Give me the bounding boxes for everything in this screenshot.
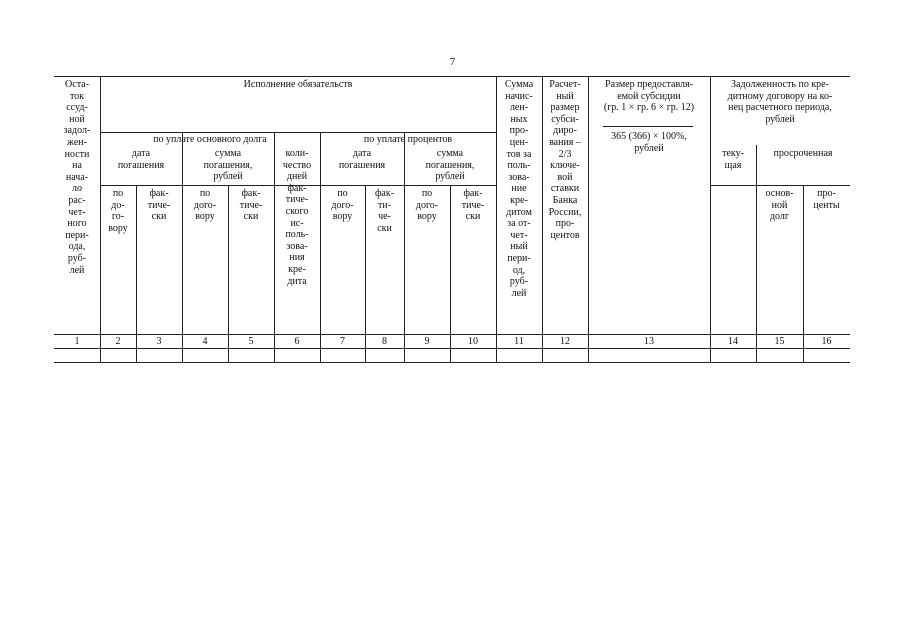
- column-number: 2: [115, 336, 121, 347]
- overdue-interest-header: про- центы: [813, 188, 840, 211]
- principal-sum-header: сумма погашения, рублей: [203, 148, 253, 183]
- col4-header: по дого- вору: [193, 188, 217, 223]
- interest-sum-header: сумма погашения, рублей: [425, 148, 475, 183]
- column-number: 9: [424, 336, 430, 347]
- col5-header: фак- тиче- ски: [239, 188, 263, 223]
- col13-numerator: Размер предоставля- емой субсидии (гр. 1 × гр. 6 × гр. 12): [603, 79, 695, 114]
- debt-header: Задолженность по кре- дитному договору на ко- нец расчетного периода, рублей: [727, 79, 833, 125]
- interest-date-header: дата погашения: [338, 148, 386, 171]
- current-debt-header: теку- щая: [722, 148, 744, 171]
- page-number: 7: [449, 56, 456, 68]
- column-number: 13: [644, 336, 654, 347]
- col12-header: Расчет- ный размер субси- диро- вания – 2/3 ключе- вой ставки Банка России, про- центов: [548, 79, 582, 241]
- days-count-header: коли- чество дней фак- тиче- ского ис- поль- зова- ния кре- дита: [282, 148, 312, 287]
- interest-header: по уплате процентов: [363, 134, 453, 145]
- principal-date-header: дата погашения: [117, 148, 165, 171]
- column-number: 14: [728, 336, 738, 347]
- column-number: 10: [468, 336, 478, 347]
- col3-header: фак- тиче- ски: [147, 188, 171, 223]
- column-number: 16: [821, 336, 832, 347]
- column-number: 1: [74, 336, 80, 347]
- obligations-header: Исполнение обязательств: [243, 79, 353, 90]
- col9-header: по дого- вору: [415, 188, 439, 223]
- col11-header: Сумма начис- лен- ных про- цен- тов за поль- зова- ние кре- дитом за от- чет- ный пери- од, руб- лей: [504, 79, 534, 299]
- col10-header: фак- тиче- ски: [461, 188, 485, 223]
- col8-header: фак- ти- че- ски: [374, 188, 395, 234]
- principal-header: по уплате основного долга: [153, 134, 267, 145]
- column-number: 15: [774, 336, 785, 347]
- col13-denominator: 365 (366) × 100%, рублей: [611, 131, 687, 154]
- column-number: 7: [340, 336, 345, 347]
- column-number: 3: [156, 336, 162, 347]
- column-number: 8: [382, 336, 387, 347]
- col7-header: по дого- вору: [331, 188, 354, 223]
- col2-header: по до- го- вору: [108, 188, 128, 234]
- column-number: 4: [202, 336, 208, 347]
- column-number: 5: [248, 336, 254, 347]
- col1-header: Оста- ток ссуд- ной задол- жен- ности на нача- ло рас- чет- ного пери- ода, руб- лей: [63, 79, 91, 276]
- column-number: 6: [294, 336, 300, 347]
- column-number: 12: [560, 336, 570, 347]
- overdue-principal-header: основ- ной долг: [765, 188, 794, 223]
- overdue-header: просроченная: [773, 148, 833, 159]
- column-number: 11: [514, 336, 524, 347]
